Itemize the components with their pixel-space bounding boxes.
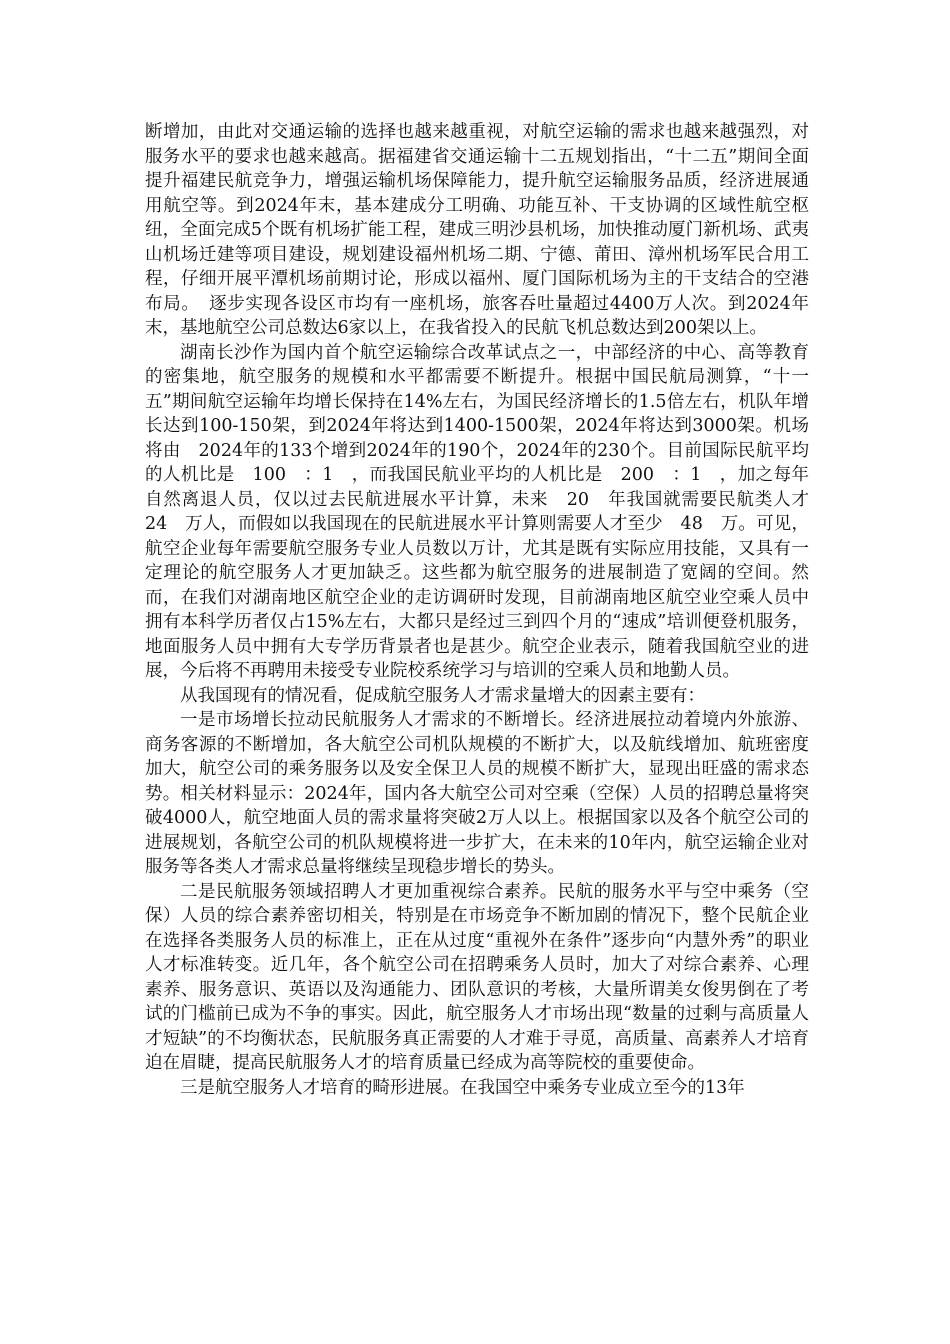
paragraph-factor-one: 一是市场增长拉动民航服务人才需求的不断增长。经济进展拉动着境内外旅游、商务客源的不断增加，各大航空公司机队规模的不断扩大，以及航线增加、航班密度加大，航空公司的乘务服务以及安全保卫人员的规模不断扩大，显现出旺盛的需求态势。相关材料显示：2024年，国内各大航空公司对空乘（空保）人员的招聘总量将突破4000人，航空地面人员的需求量将突破2万人以上。根据国家以及各个航空公司的进展规划，各航空公司的机队规模将进一步扩大，在未来的10年内，航空运输企业对服务等各类人才需求总量将继续呈现稳步增长的势头。 — [145, 710, 809, 877]
document-body — [145, 120, 827, 1100]
paragraph-factor-three: 三是航空服务人才培育的畸形进展。在我国空中乘务专业成立至今的13年 — [180, 1077, 745, 1098]
paragraph-fujian-continuation: 断增加，由此对交通运输的选择也越来越重视，对航空运输的需求也越来越强烈，对服务水平的要求也越来越高。据福建省交通运输十二五规划指出，“十二五”期间全面提升福建民航竞争力，增强运输机场保障能力，提升航空运输服务品质，经济进展通用航空等。到2024年末，基本建成分工明确、功能互补、干支协调的区域性航空枢纽，全面完成5个既有机场扩能工程，建成三明沙县机场，加快推动厦门新机场、武夷山机场迁建等项目建设，规划建设福州机场二期、宁德、莆田、漳州机场军民合用工程，仔细开展平潭机场前期讨论，形成以福州、厦门国际机场为主的干支结合的空港布局。 逐步实现各设区市均有一座机场，旅客吞吐量超过4400万人次。到2024年末，基地航空公司总数达6家以上，在我省投入的民航飞机总数达到200架以上。 — [145, 122, 809, 338]
paragraph-hunan-changsha: 湖南长沙作为国内首个航空运输综合改革试点之一，中部经济的中心、高等教育的密集地，航空服务的规模和水平都需要不断提升。根据中国民航局测算，“十一五”期间航空运输年均增长保持在14%左右，为国民经济增长的1.5倍左右，机队年增长达到100-150架，到2024年将达到1400-1500架，2024年将达到3000架。机场将由 2024年的133个增到2024年的190个，2024年的230个。目前国际民航平均的人机比是 100 ：1 ，而我国民航业平均的人机比是 200 ：1 ，加之每年自然离退人员，仅以过去民航进展水平计算，未来 20 年我国就需要民航类人才 24 万人，而假如以我国现在的民航进展水平计算则需要人才至少 48 万。可见，航空企业每年需要航空服务专业人员数以万计，尤其是既有实际应用技能，又具有一定理论的航空服务人才更加缺乏。这些都为航空服务的进展制造了宽阔的空间。然而，在我们对湖南地区航空企业的走访调研时发现，目前湖南地区航空业空乘人员中拥有本科学历者仅占15%左右，大都只是经过三到四个月的“速成”培训便登机服务，地面服务人员中拥有大专学历背景者也是甚少。航空企业表示，随着我国航空业的进展，今后将不再聘用未接受专业院校系统学习与培训的空乘人员和地勤人员。 — [145, 342, 827, 681]
paragraph-factors-intro: 从我国现有的情况看，促成航空服务人才需求量增大的因素主要有： — [180, 685, 705, 706]
paragraph-factor-two: 二是民航服务领域招聘人才更加重视综合素养。民航的服务水平与空中乘务（空保）人员的综合素养密切相关，特别是在市场竞争不断加剧的情况下，整个民航企业在选择各类服务人员的标准上，正在从过度“重视外在条件”逐步向“内慧外秀”的职业人才标准转变。近几年，各个航空公司在招聘乘务人员时，加大了对综合素养、心理素养、服务意识、英语以及沟通能力、团队意识的考核，大量所谓美女俊男倒在了考试的门槛前已成为不争的事实。因此，航空服务人才市场出现“数量的过剩与高质量人才短缺”的不均衡状态，民航服务真正需要的人才难于寻觅，高质量、高素养人才培育迫在眉睫，提高民航服务人才的培育质量已经成为高等院校的重要使命。 — [145, 881, 809, 1073]
